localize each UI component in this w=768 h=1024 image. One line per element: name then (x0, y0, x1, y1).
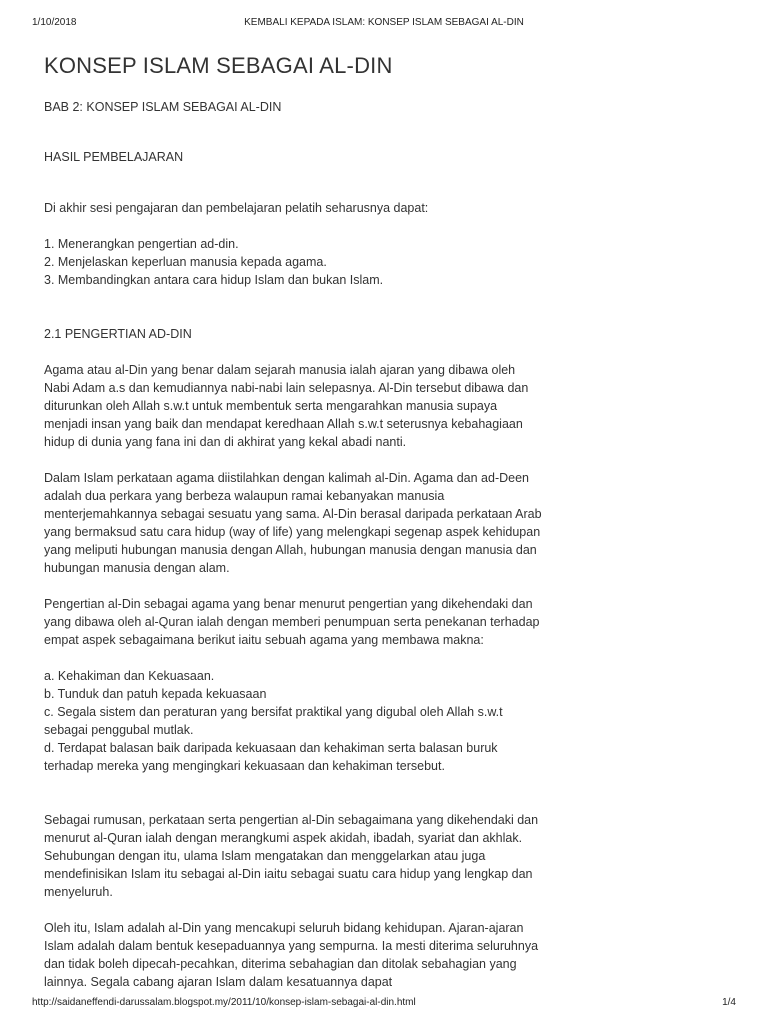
outcomes-intro: Di akhir sesi pengajaran dan pembelajaran pelatih seharusnya dapat: (44, 201, 429, 215)
print-footer (32, 997, 736, 1011)
paragraph-5: Oleh itu, Islam adalah al-Din yang mencakupi seluruh bidang kehidupan. Ajaran-ajaran Islam adalah dalam bentuk kesepaduannya yang sempurna. Ia mesti diterima seluruhnya dan tidak boleh dipecah-pecahkan, diterima sebahagian dan ditolak sebahagian yang lainnya. Segala cabang ajaran Islam dalam kesatuannya dapat (44, 921, 539, 989)
print-header (32, 17, 736, 31)
list-item: b. Tunduk dan patuh kepada kekuasaan (44, 687, 267, 701)
page-title: KONSEP ISLAM SEBAGAI AL-DIN (44, 53, 393, 78)
list-item: c. Segala sistem dan peraturan yang bersifat praktikal yang digubal oleh Allah s.w.t sebagai penggubal mutlak. (44, 705, 503, 737)
list-item: d. Terdapat balasan baik daripada kekuasaan dan kehakiman serta balasan buruk terhadap mereka yang mengingkari kekuasaan dan kehakiman tersebut. (44, 741, 498, 773)
list-item: 1. Menerangkan pengertian ad-din. (44, 237, 239, 251)
chapter-heading: BAB 2: KONSEP ISLAM SEBAGAI AL-DIN (44, 100, 282, 114)
learning-outcomes-list (44, 235, 544, 289)
article-content (44, 52, 544, 1009)
learning-outcomes-heading: HASIL PEMBELAJARAN (44, 150, 184, 164)
section-heading: 2.1 PENGERTIAN AD-DIN (44, 327, 192, 341)
page-number: 1/4 (722, 997, 736, 1008)
list-item: 2. Menjelaskan keperluan manusia kepada agama. (44, 255, 327, 269)
list-item: 3. Membandingkan antara cara hidup Islam dan bukan Islam. (44, 273, 384, 287)
source-url: http://saidaneffendi-darussalam.blogspot.my/2011/10/konsep-islam-sebagai-al-din.html (32, 997, 416, 1008)
paragraph-1: Agama atau al-Din yang benar dalam sejarah manusia ialah ajaran yang dibawa oleh Nabi Adam a.s dan kemudiannya nabi-nabi lain selepasnya. Al-Din tersebut dibawa dan diturunkan oleh Allah s.w.t untuk membentuk serta mengarahkan manusia supaya menjadi insan yang baik dan mendapat keredhaan Allah s.w.t seterusnya kebahagiaan hidup di dunia yang fana ini dan di akhirat yang kekal abadi nanti. (44, 363, 529, 449)
paragraph-4: Sebagai rumusan, perkataan serta pengertian al-Din sebagaimana yang dikehendaki dan menurut al-Quran ialah dengan merangkumi aspek akidah, ibadah, syariat dan akhlak. Sehubungan dengan itu, ulama Islam mengatakan dan menggelarkan atau juga mendefinisikan Islam itu sebagai al-Din iaitu sebagai suatu cara hidup yang lengkap dan menyeluruh. (44, 813, 539, 899)
list-item: a. Kehakiman dan Kekuasaan. (44, 669, 215, 683)
print-document-title: KEMBALI KEPADA ISLAM: KONSEP ISLAM SEBAGAI AL-DIN (244, 17, 524, 28)
print-date: 1/10/2018 (32, 17, 77, 28)
paragraph-2: Dalam Islam perkataan agama diistilahkan dengan kalimah al-Din. Agama dan ad-Deen adalah dua perkara yang berbeza walaupun ramai kebanyakan manusia menterjemahkannya sebagai sesuatu yang sama. Al-Din berasal daripada perkataan Arab yang bermaksud satu cara hidup (way of life) yang melengkapi segenap aspek kehidupan yang meliputi hubungan manusia dengan Allah, hubungan manusia dengan manusia dan hubungan manusia dengan alam. (44, 471, 542, 575)
aspects-list (44, 667, 544, 775)
paragraph-3: Pengertian al-Din sebagai agama yang benar menurut pengertian yang dikehendaki dan yang dibawa oleh al-Quran ialah dengan memberi penumpuan serta penekanan terhadap empat aspek sebagaimana berikut iaitu sebuah agama yang membawa makna: (44, 597, 540, 647)
